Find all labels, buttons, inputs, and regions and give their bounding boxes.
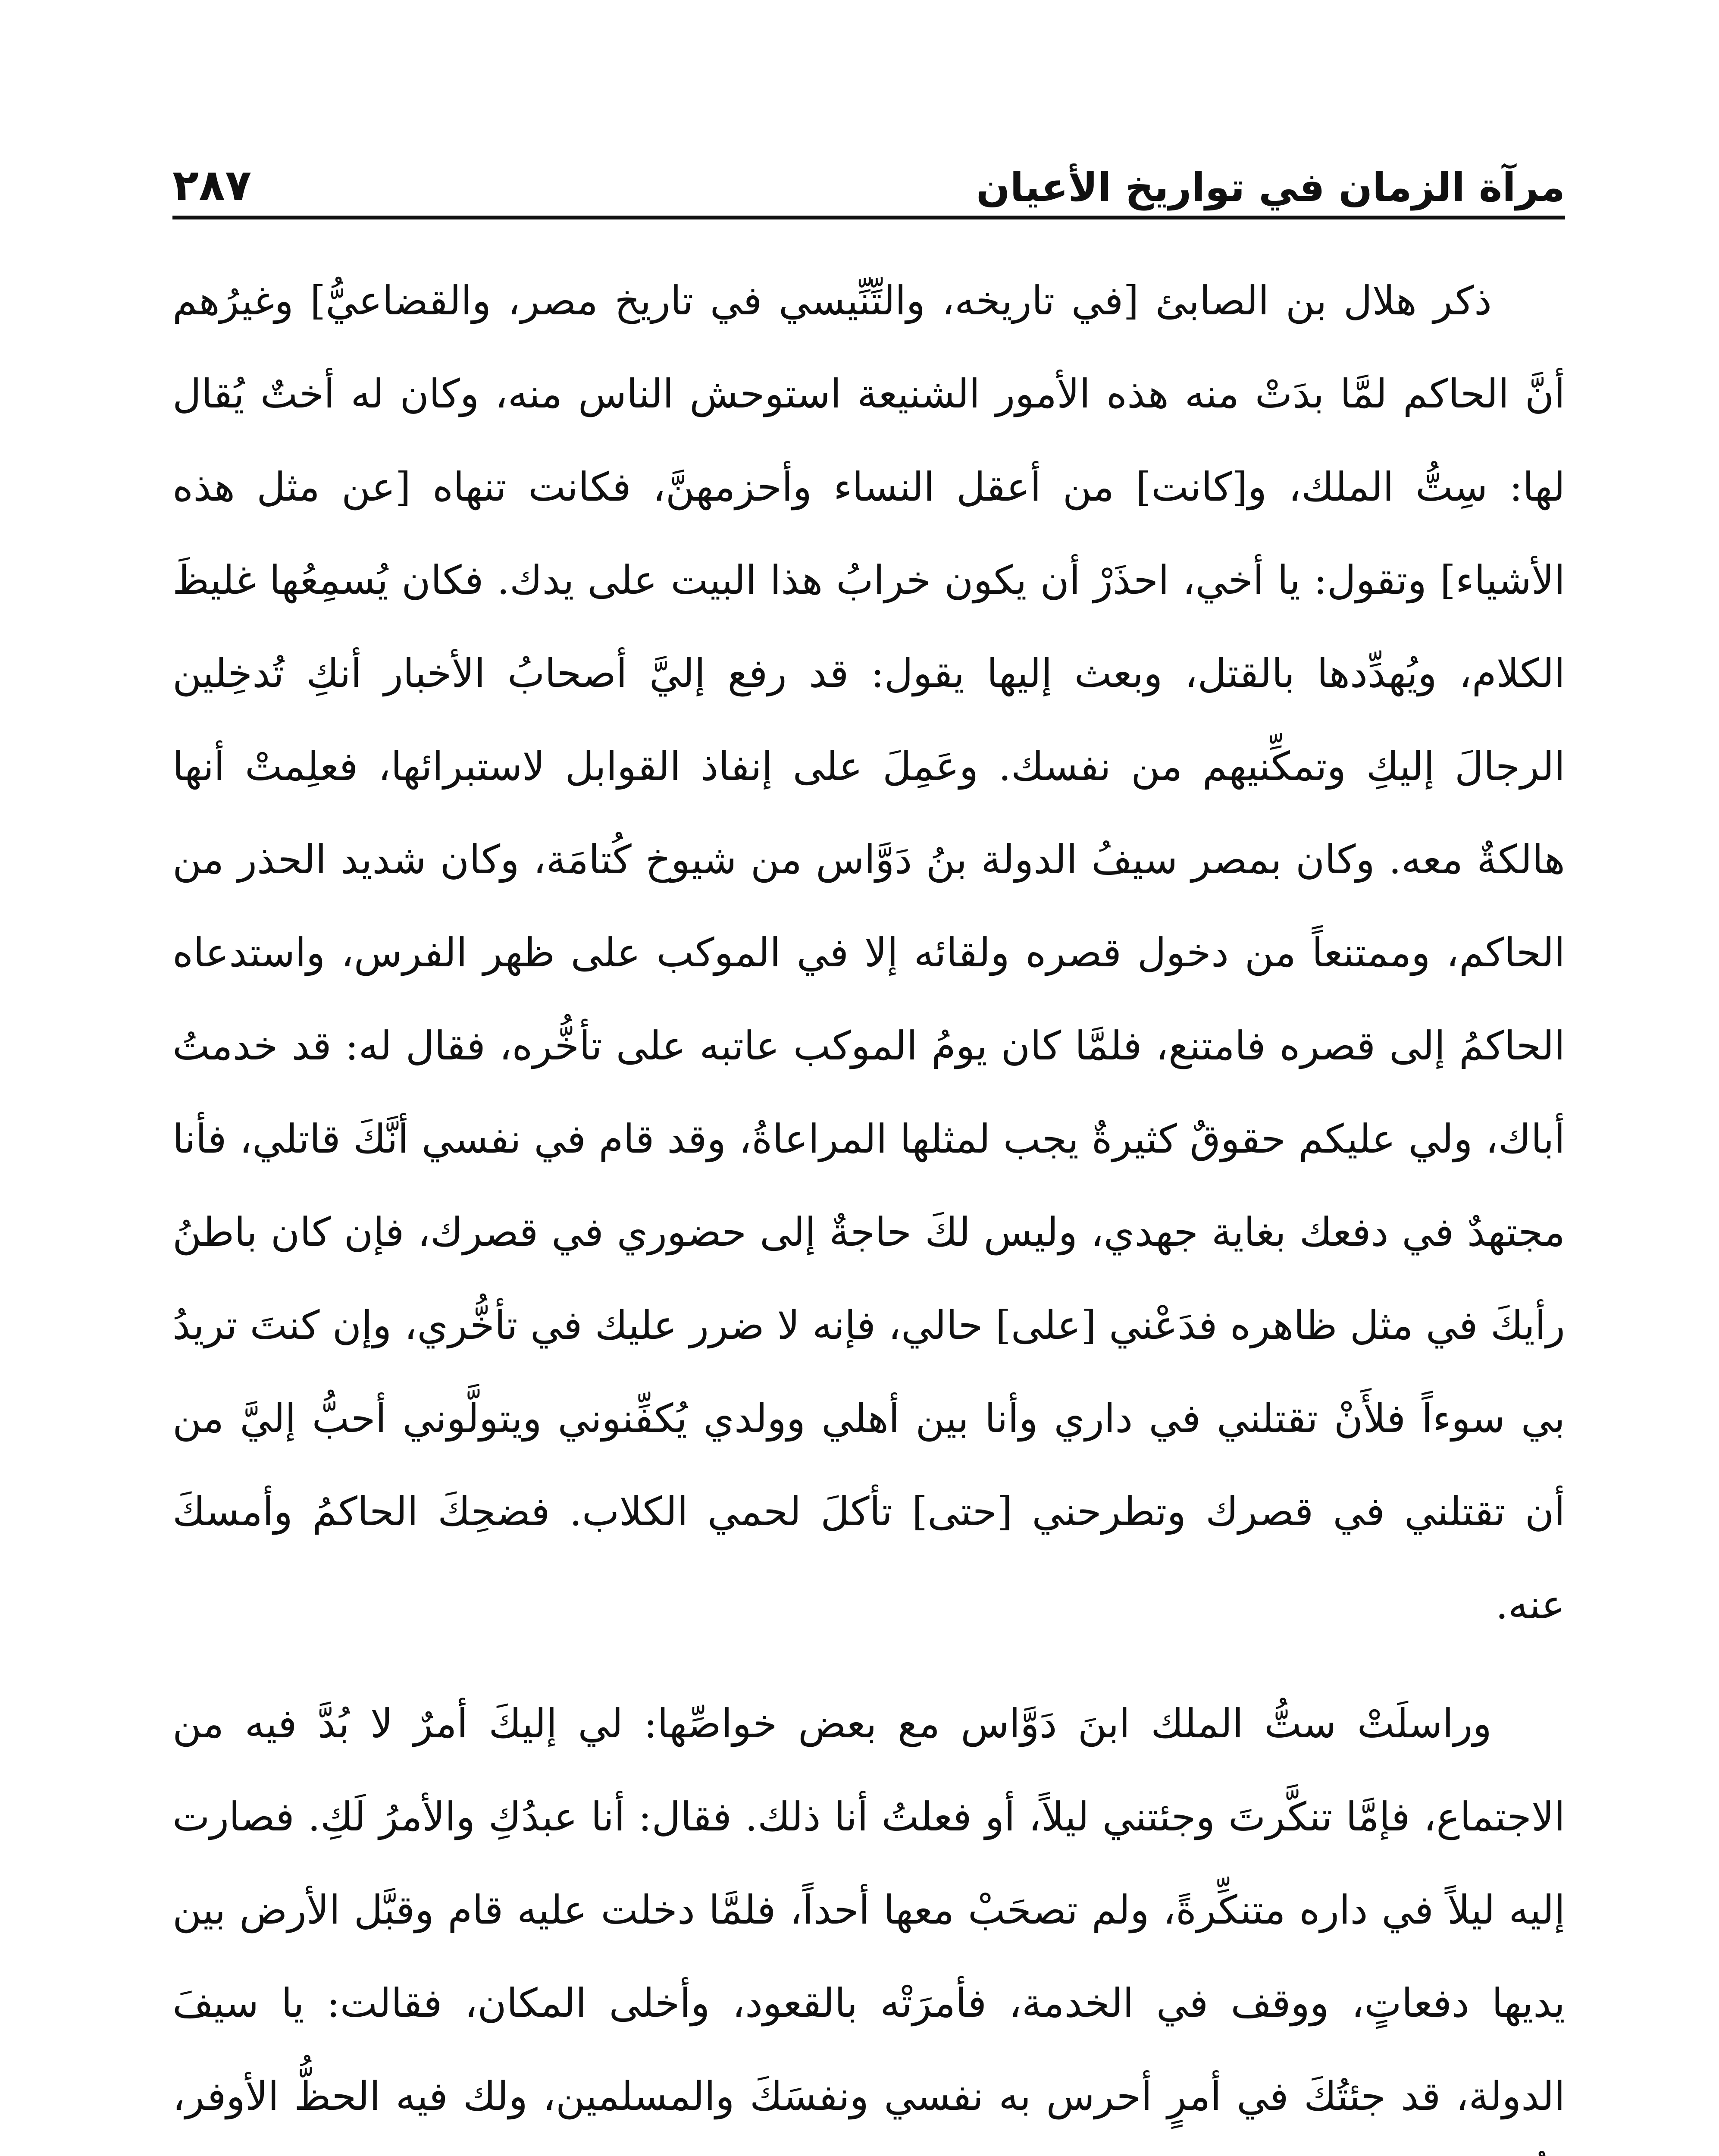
paragraph-1 xyxy=(172,254,1565,1651)
running-title: مرآة الزمان في تواريخ الأعيان xyxy=(976,164,1565,210)
header-rule xyxy=(172,216,1565,219)
paragraph-2-text-before: وراسلَتْ ستُّ الملك ابنَ دَوَّاس مع بعض خواصِّها: لي إليكَ أمرٌ لا بُدَّ فيه من الاجتماع، فإمَّا تنكَّرتَ وجئتني ليلاً، أو فعلتُ أنا ذلك. فقال: أنا عبدُكِ والأمرُ لَكِ. فصارت إليه ليلاً في داره متنكِّرةً، ولم تصحَبْ معها أحداً، فلمَّا دخلت عليه قام وقبَّل الأرض بين يديها دفعاتٍ، ووقف في الخدمة، فأمرَتْه بالقعود، وأخلى المكان، فقالت: يا سيفَ الدولة، قد جئتُكَ في أمرٍ أحرس به نفسي ونفسَكَ والمسلمين، ولك فيه الحظُّ الأوفر، xyxy=(172,1701,1565,2119)
paragraph-2 xyxy=(172,1677,1565,2156)
body-text xyxy=(172,254,1565,2156)
page-number: ٢٨٧ xyxy=(172,160,252,210)
paragraph-1-text: ذكر هلال بن الصابئ [في تاريخه، والتِّنِّيسي في تاريخ مصر، والقضاعيُّ] وغيرُهم أنَّ الحاكم لمَّا بدَتْ منه هذه الأمور الشنيعة استوحش الناس منه، وكان له أختٌ يُقال لها: سِتُّ الملك، و[كانت] من أعقل النساء وأحزمهنَّ، فكانت تنهاه [عن مثل هذه الأشياء] وتقول: يا أخي، احذَرْ أن يكون خرابُ هذا البيت على يدك. فكان يُسمِعُها غليظَ الكلام، ويُهدِّدها بالقتل، وبعث إليها يقول: قد رفع إليَّ أصحابُ الأخبار أنكِ تُدخِلين الرجالَ إليكِ وتمكِّنيهم من نفسك. وعَمِلَ على إنفاذ القوابل لاستبرائها، فعلِمتْ أنها هالكةٌ معه. وكان بمصر سيفُ الدولة بنُ دَوَّاس من شيوخ كُتامَة، وكان شديد الحذر من الحاكم، وممتنعاً من دخول قصره ولقائه إلا في الموكب على ظهر الفرس، واستدعاه الحاكمُ إلى قصره فامتنع، فلمَّا كان يومُ الموكب عاتبه على تأخُّره، فقال له: قد خدمتُ أباك، ولي عليكم حقوقٌ كثيرةٌ يجب لمثلها المراعاةُ، وقد قام في نفسي أنَّكَ قاتلي، فأنا مجتهدٌ في دفعك بغاية جهدي، وليس لكَ حاجةٌ إلى حضوري في قصرك، فإن كان باطنُ رأيكَ في مثل ظاهره فدَعْني [على] حالي، فإنه لا ضرر عليك في تأخُّري، وإن كنتَ تريدُ بي سوءاً فلأَنْ تقتلني في داري وأنا بين أهلي وولدي يُكفِّنوني ويتولَّوني أحبُّ إليَّ من أن تقتلني في قصرك وتطرحني [حتى] تأكلَ لحمي الكلاب. فضحِكَ الحاكمُ وأمسكَ عنه. xyxy=(172,278,1565,1628)
page-header xyxy=(172,129,1565,211)
